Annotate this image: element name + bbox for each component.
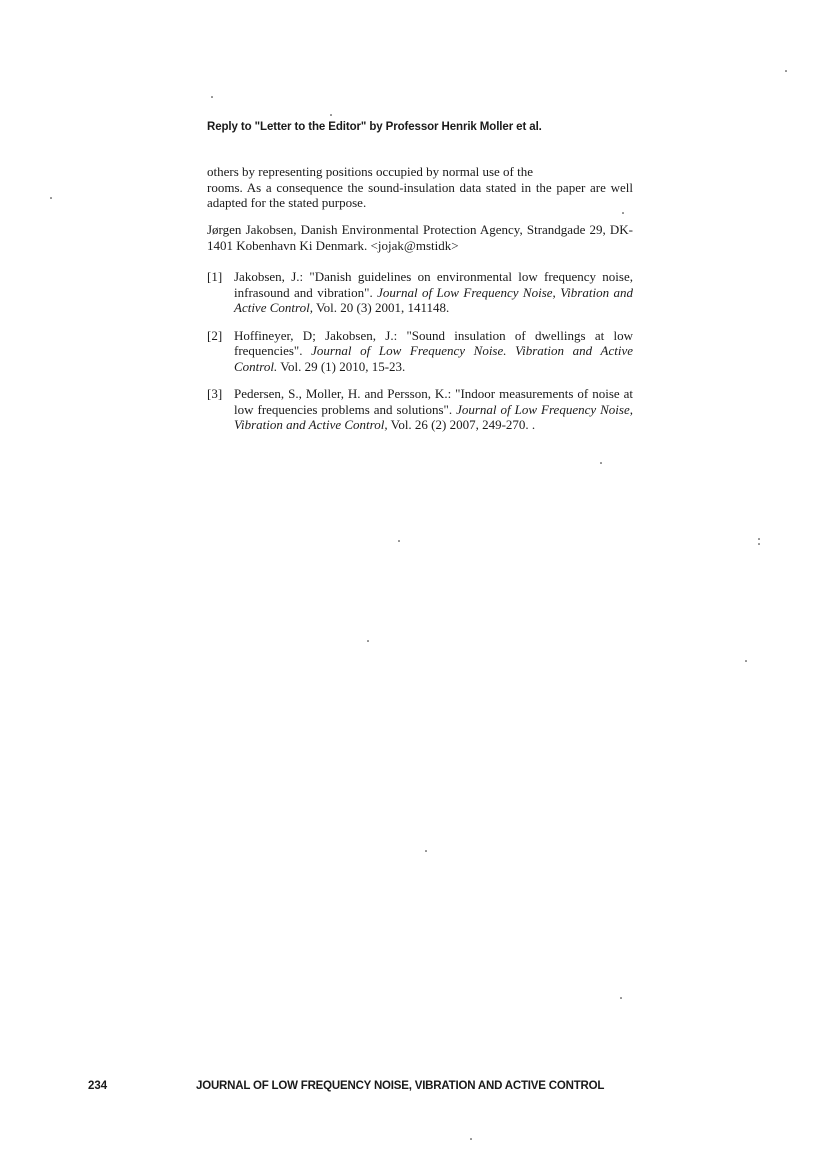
reference-authors-title: Pedersen, S., Moller, H. and Persson, K.: "Indoor measurements of noise at low frequencies problems and solutions". bbox=[234, 386, 633, 417]
reference-authors-title: Hoffineyer, D; Jakobsen, J.: "Sound insulation of dwellings at low frequencies". bbox=[234, 327, 633, 358]
running-head: Reply to "Letter to the Editor" by Professor Henrik Moller et al. bbox=[207, 121, 542, 133]
reference-item bbox=[207, 328, 633, 375]
reference-number: [1] bbox=[207, 269, 223, 284]
scan-speck bbox=[745, 660, 747, 662]
reference-item bbox=[207, 386, 633, 433]
reference-number: [2] bbox=[207, 327, 223, 343]
reference-text bbox=[234, 269, 633, 316]
reference-journal: Journal of Low Frequency Noise, Vibration and Active Control, bbox=[234, 284, 633, 315]
scan-speck bbox=[600, 462, 602, 464]
reference-item bbox=[207, 269, 633, 316]
scan-speck bbox=[50, 197, 52, 199]
reference-authors-title: Jakobsen, J.: "Danish guidelines on environmental low frequency noise, infrasound and vibration". bbox=[234, 269, 633, 300]
scan-speck bbox=[785, 70, 787, 72]
scan-speck bbox=[367, 640, 369, 642]
scan-speck bbox=[622, 212, 624, 214]
reference-text bbox=[234, 386, 633, 433]
scan-speck bbox=[620, 997, 622, 999]
author-affiliation: Jørgen Jakobsen, Danish Environmental Protection Agency, Strandgade 29, DK-1401 Kobenhavn Ki Denmark. <jojak@mstidk> bbox=[207, 222, 633, 253]
scan-speck bbox=[758, 538, 760, 540]
scan-speck bbox=[758, 543, 760, 545]
reference-number: [3] bbox=[207, 386, 223, 401]
scan-speck bbox=[211, 96, 213, 98]
page-number: 234 bbox=[88, 1080, 108, 1092]
paragraph-continuation: rooms. As a consequence the sound-insulation data stated in the paper are well adapted for the stated purpose. bbox=[207, 179, 633, 210]
reference-details: Vol. 26 (2) 2007, 249-270. . bbox=[390, 417, 536, 432]
paragraph-first-line: others by representing positions occupied by normal use of the bbox=[207, 164, 534, 179]
body-paragraph bbox=[207, 164, 633, 211]
journal-footer: JOURNAL OF LOW FREQUENCY NOISE, VIBRATION AND ACTIVE CONTROL bbox=[196, 1080, 605, 1092]
reference-text bbox=[234, 328, 633, 375]
scan-speck bbox=[398, 540, 400, 542]
scan-speck bbox=[470, 1138, 472, 1140]
reference-details: Vol. 29 (1) 2010, 15-23. bbox=[280, 358, 406, 374]
reference-journal: Journal of Low Frequency Noise, Vibration and Active Control, bbox=[234, 401, 633, 432]
scan-speck bbox=[330, 114, 332, 116]
reference-journal: Journal of Low Frequency Noise. Vibration and Active Control. bbox=[234, 343, 633, 374]
reference-list bbox=[207, 269, 633, 445]
reference-details: Vol. 20 (3) 2001, 141148. bbox=[315, 300, 450, 315]
scan-speck bbox=[425, 850, 427, 852]
